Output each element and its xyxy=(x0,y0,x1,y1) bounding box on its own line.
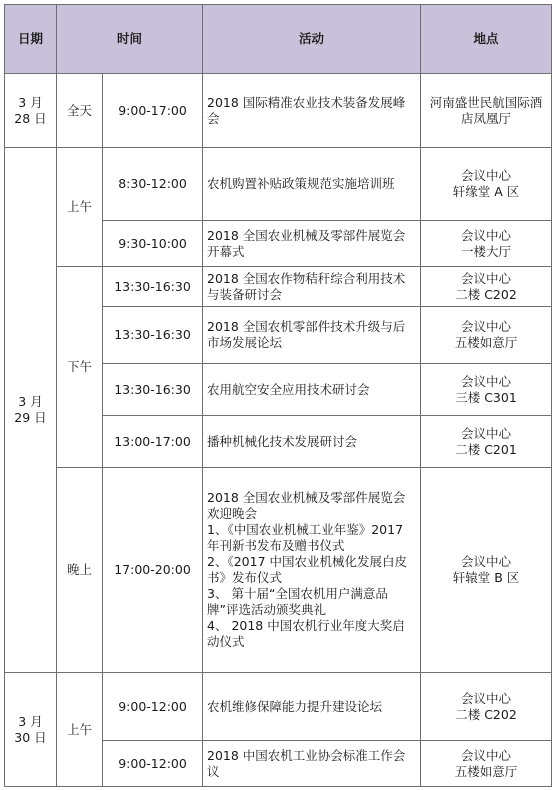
time-cell: 9:00-12:00 xyxy=(103,741,203,787)
activity-cell: 播种机械化技术发展研讨会 xyxy=(203,416,421,468)
time-cell: 9:00-17:00 xyxy=(103,74,203,148)
table-row xyxy=(5,673,552,741)
header-time: 时间 xyxy=(57,5,203,74)
activity-cell: 农机购置补贴政策规范实施培训班 xyxy=(203,148,421,221)
table-row xyxy=(5,468,552,673)
location-cell: 会议中心 轩辕堂 B 区 xyxy=(421,468,552,673)
header-row xyxy=(5,5,552,74)
time-cell: 8:30-12:00 xyxy=(103,148,203,221)
location-cell: 会议中心 五楼如意厅 xyxy=(421,307,552,364)
period-cell: 下午 xyxy=(57,267,103,468)
activity-cell: 农机维修保障能力提升建设论坛 xyxy=(203,673,421,741)
schedule-table xyxy=(4,4,552,787)
header-location: 地点 xyxy=(421,5,552,74)
date-cell: 3 月 30 日 xyxy=(5,673,57,787)
time-cell: 9:30-10:00 xyxy=(103,221,203,267)
location-cell: 会议中心 二楼 C201 xyxy=(421,416,552,468)
location-cell: 会议中心 二楼 C202 xyxy=(421,673,552,741)
activity-cell: 2018 全国农业机械及零部件展览会欢迎晚会 1、《中国农业机械工业年鉴》2017 年刊新书发布及赠书仪式 2、《2017 中国农业机械化发展白皮书》发布仪式 3、 第十届“全国农机用户满意品牌”评选活动颁奖典礼 4、 2018 中国农机行业年度大奖启动仪式 xyxy=(203,468,421,673)
time-cell: 13:30-16:30 xyxy=(103,267,203,307)
activity-cell: 2018 全国农作物秸秆综合利用技术与装备研讨会 xyxy=(203,267,421,307)
time-cell: 9:00-12:00 xyxy=(103,673,203,741)
activity-cell: 2018 中国农机工业协会标准工作会议 xyxy=(203,741,421,787)
activity-cell: 2018 国际精准农业技术装备发展峰会 xyxy=(203,74,421,148)
location-cell: 会议中心 二楼 C202 xyxy=(421,267,552,307)
activity-cell: 2018 全国农机零部件技术升级与后市场发展论坛 xyxy=(203,307,421,364)
period-cell: 上午 xyxy=(57,148,103,267)
header-date: 日期 xyxy=(5,5,57,74)
table-row xyxy=(5,148,552,221)
location-cell: 会议中心 五楼如意厅 xyxy=(421,741,552,787)
location-cell: 会议中心 一楼大厅 xyxy=(421,221,552,267)
activity-cell: 农用航空安全应用技术研讨会 xyxy=(203,364,421,416)
time-cell: 17:00-20:00 xyxy=(103,468,203,673)
header-activity: 活动 xyxy=(203,5,421,74)
table-row xyxy=(5,74,552,148)
location-cell: 河南盛世民航国际酒店凤凰厅 xyxy=(421,74,552,148)
time-cell: 13:30-16:30 xyxy=(103,307,203,364)
period-cell: 全天 xyxy=(57,74,103,148)
location-cell: 会议中心 轩缘堂 A 区 xyxy=(421,148,552,221)
time-cell: 13:00-17:00 xyxy=(103,416,203,468)
date-cell: 3 月 29 日 xyxy=(5,148,57,673)
activity-cell: 2018 全国农业机械及零部件展览会开幕式 xyxy=(203,221,421,267)
period-cell: 晚上 xyxy=(57,468,103,673)
period-cell: 上午 xyxy=(57,673,103,787)
date-cell: 3 月 28 日 xyxy=(5,74,57,148)
time-cell: 13:30-16:30 xyxy=(103,364,203,416)
location-cell: 会议中心 三楼 C301 xyxy=(421,364,552,416)
table-row xyxy=(5,267,552,307)
